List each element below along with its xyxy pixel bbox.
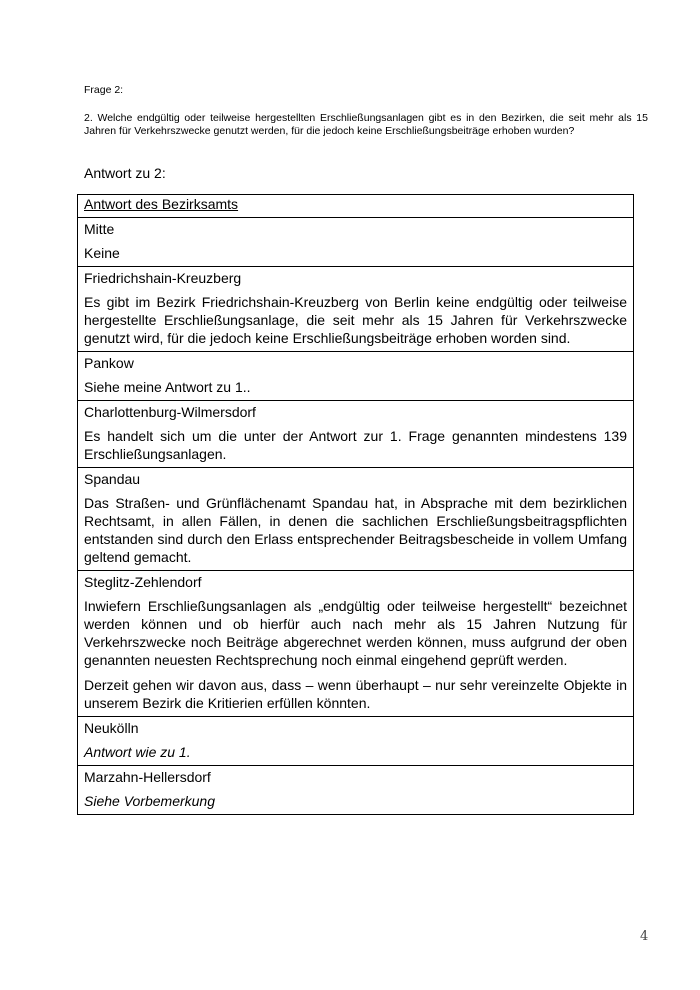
district-name: Marzahn-Hellersdorf [84,769,211,785]
answer-cell-steglitz-zehlendorf [78,571,634,717]
table-row [78,352,634,401]
table-header: Antwort des Bezirksamts [78,195,634,218]
answer-text: Antwort wie zu 1. [84,744,191,760]
answers-table [77,194,634,815]
table-row [78,717,634,766]
answer-text: Inwiefern Erschließungsanlagen als „endgültig oder teilweise hergestellt“ bezeichnet werden können und ob hierfür auch nach mehr als 15 Jahren Nutzung für Verkehrszwecke noch Beiträge abgerechnet werden können, muss aufgrund der oben genannten neuesten Rechtsprechung noch einmal eingehend geprüft werden. [84,598,627,668]
table-row [78,267,634,352]
answer-text: Das Straßen- und Grünflächenamt Spandau hat, in Absprache mit dem bezirklichen Rechtsamt, in allen Fällen, in denen die sachlichen Erschließungsbeitragspflichten entstanden sind durch den Erlass entsprechender Beitragsbescheide in vollem Umfang geltend gemacht. [84,495,627,565]
answer-text: Keine [84,245,120,261]
answer-text: Es gibt im Bezirk Friedrichshain-Kreuzberg von Berlin keine endgültig oder teilweise hergestellte Erschließungsanlage, die seit mehr als 15 Jahren für Verkehrszwecke genutzt wird, für die jedoch keine Erschließungsbeiträge erhoben worden sind. [84,294,627,346]
answer-heading: Antwort zu 2: [84,165,166,181]
answer-text: Siehe meine Antwort zu 1.. [84,379,251,395]
table-row [78,218,634,267]
district-name: Pankow [84,355,134,371]
answer-cell-charlottenburg-wilmersdorf [78,401,634,468]
district-name: Charlottenburg-Wilmersdorf [84,404,256,420]
answer-cell-mitte [78,218,634,267]
table-header-row [78,195,634,218]
district-name: Steglitz-Zehlendorf [84,574,202,590]
answer-cell-spandau [78,468,634,571]
table-row [78,401,634,468]
answer-cell-friedrichshain-kreuzberg [78,267,634,352]
answer-cell-neukoelln [78,717,634,766]
district-name: Friedrichshain-Kreuzberg [84,270,242,286]
answer-cell-marzahn-hellersdorf [78,766,634,815]
page-number: 4 [640,929,649,944]
answer-text: Es handelt sich um die unter der Antwort zur 1. Frage genannten mindestens 139 Erschließungsanlagen. [84,428,627,462]
question-label: Frage 2: [84,84,124,96]
table-row [78,766,634,815]
table-row [78,468,634,571]
district-name: Spandau [84,471,141,487]
table-row [78,571,634,717]
question-text: 2. Welche endgültig oder teilweise hergestellten Erschließungsanlagen gibt es in den Bezirken, die seit mehr als 15 Jahren für Verkehrszwecke genutzt werden, für die jedoch keine Erschließungsbeiträge erhoben wurden? [84,112,648,137]
answer-text: Derzeit gehen wir davon aus, dass – wenn überhaupt – nur sehr vereinzelte Objekte in unserem Bezirk die Kritierien erfüllen könnten. [84,677,627,711]
answer-text: Siehe Vorbemerkung [84,793,216,809]
answer-cell-pankow [78,352,634,401]
district-name: Mitte [84,221,115,237]
district-name: Neukölln [84,720,139,736]
